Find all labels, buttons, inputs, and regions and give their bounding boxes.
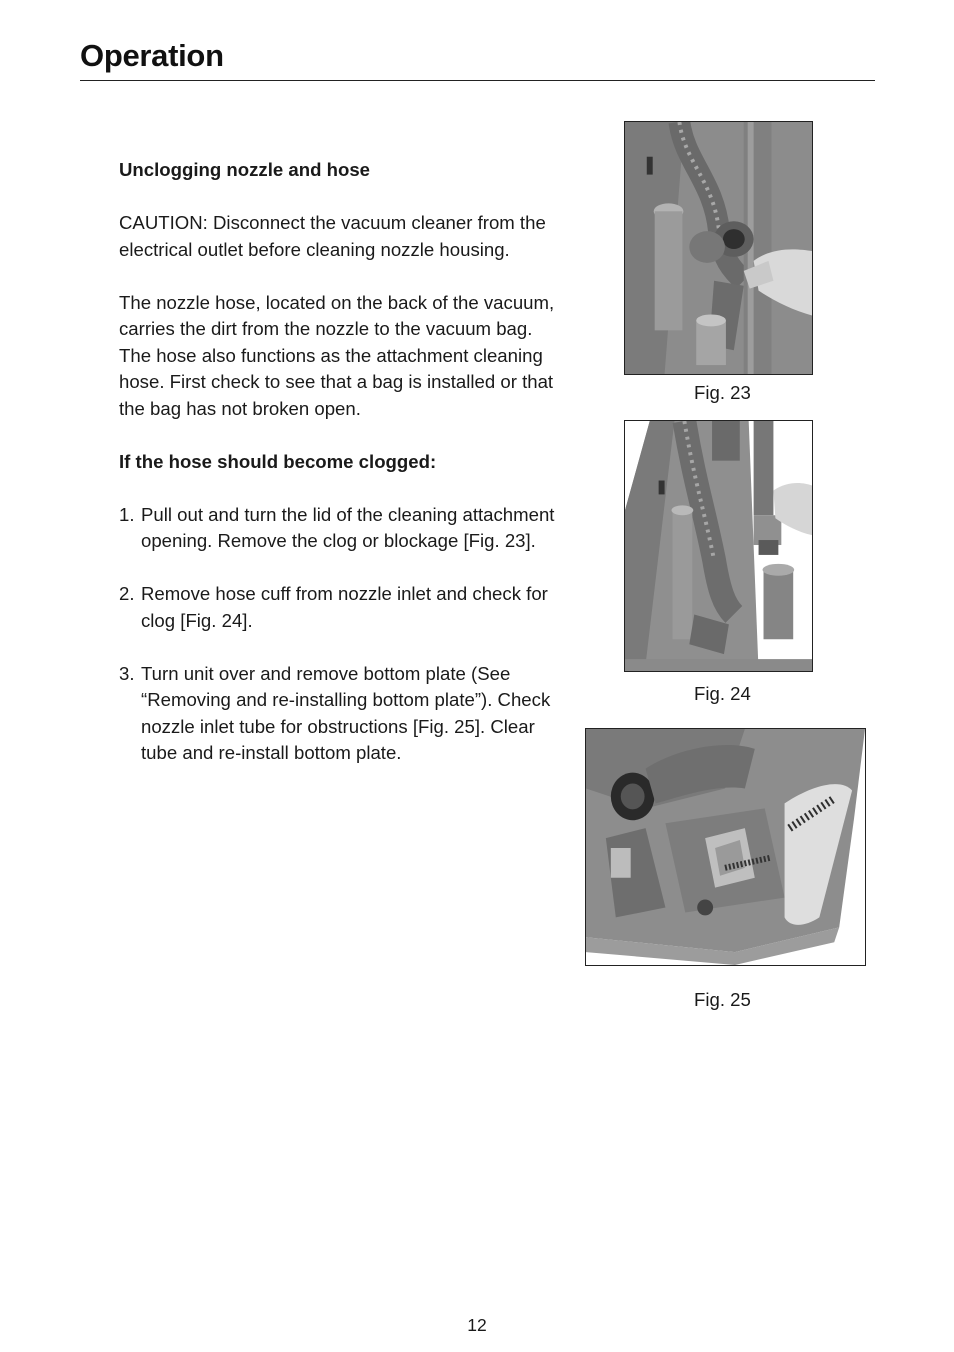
- steps-list: [119, 502, 564, 767]
- fig-23-photo: [624, 121, 813, 375]
- page-number: 12: [467, 1315, 487, 1335]
- list-item: [119, 502, 564, 555]
- step-text: Remove hose cuff from nozzle inlet and check for clog [Fig. 24].: [141, 583, 548, 631]
- step-number: 3.: [119, 662, 135, 684]
- instructions-column: [119, 157, 564, 793]
- fig-25-caption: Fig. 25: [694, 989, 751, 1010]
- page-title: Operation: [80, 38, 224, 73]
- title-divider: [80, 80, 875, 81]
- intro-paragraph: The nozzle hose, located on the back of the vacuum, carries the dirt from the nozzle to the vacuum bag. The hose also functions as the attachment cleaning hose. First check to see that a bag is installed or that the bag has not broken open.: [119, 291, 555, 419]
- fig-24-photo: [624, 420, 813, 672]
- step-text: Turn unit over and remove bottom plate (See “Removing and re-installing bottom plate”). Check nozzle inlet tube for obstructions [Fig. 25]. Clear tube and re-install bottom plate.: [141, 662, 551, 763]
- section-heading: Unclogging nozzle and hose: [119, 159, 371, 180]
- fig-24-caption: Fig. 24: [694, 683, 751, 704]
- list-item: [119, 661, 564, 767]
- fig-23-caption: Fig. 23: [694, 382, 751, 403]
- fig-25-photo: [585, 728, 866, 966]
- clog-subheading: If the hose should become clogged:: [119, 450, 437, 472]
- step-number: 2.: [119, 583, 135, 604]
- list-item: [119, 581, 564, 634]
- step-number: 1.: [119, 503, 135, 525]
- caution-text: CAUTION: Disconnect the vacuum cleaner from the electrical outlet before cleaning nozzle housing.: [119, 212, 546, 260]
- step-text: Pull out and turn the lid of the cleaning attachment opening. Remove the clog or blockage [Fig. 23].: [141, 503, 555, 551]
